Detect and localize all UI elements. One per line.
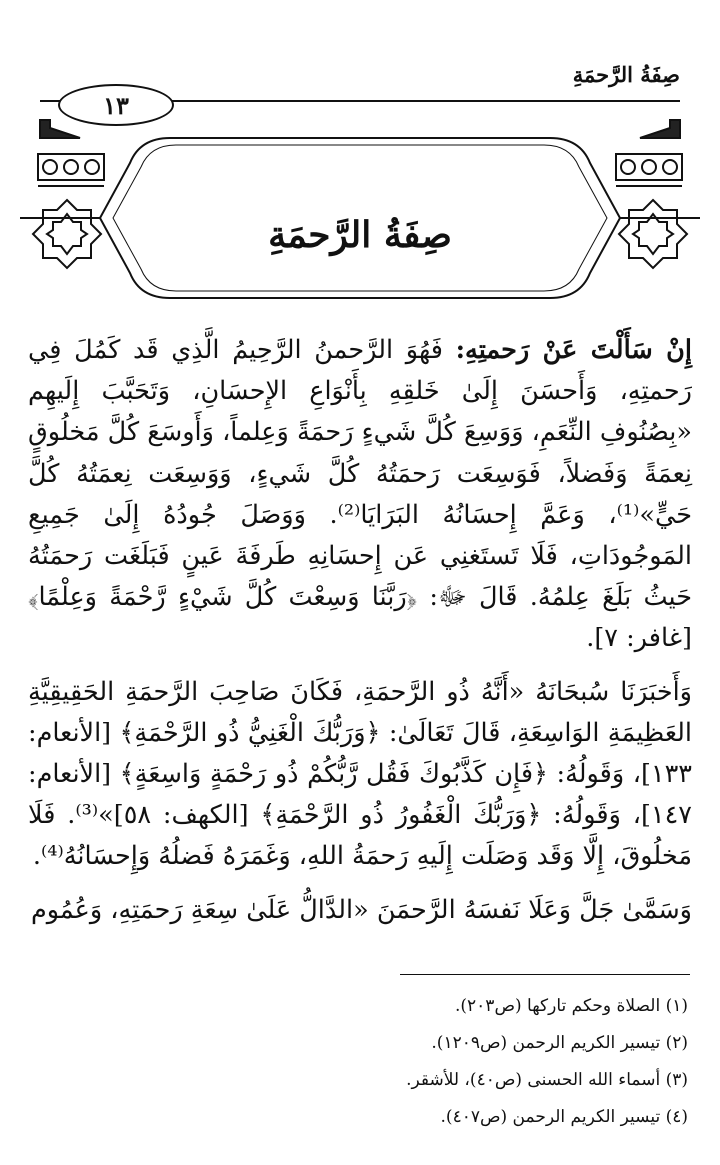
paragraph-lead: إِنْ سَأَلْتَ عَنْ رَحمتِهِ:	[455, 335, 692, 365]
footnote-rule	[400, 974, 690, 975]
paragraph	[28, 330, 692, 660]
paragraph-text: وَسَمَّىٰ جَلَّ وَعَلَا نَفسَهُ الرَّحمَنَ «الدَّالُّ عَلَىٰ سِعَةِ رَحمَتِهِ، وَعُمُوم	[30, 894, 692, 925]
page-number-text: ١٣	[103, 90, 129, 120]
paragraph-text: فَهُوَ الرَّحمنُ الرَّحِيمُ الَّذِي قَد كَمُلَ فِي رَحمتِهِ، وَأَحسَنَ إِلَىٰ خَلقِهِ بِأَنْوَاعِ الإِحسَانِ، وَتَحَبَّبَ إِلَيهِم «بِصُنُوفِ النِّعَمِ، وَوَسِعَ كُلَّ شَيءٍ رَحمَةً وَعِلماً، وَأَوسَعَ كُلَّ مَخلُوقٍ نِعمَةً وَفَضلاً، فَوَسِعَت رَحمَتُهُ كُلَّ شَيءٍ، وَوَسِعَت نِعمَتُهُ كُلَّ حَيٍّ»⁽¹⁾، وَعَمَّ إِحسَانُهُ البَرَايَا⁽²⁾. وَوَصَلَ جُودُهُ إِلَىٰ جَمِيعِ المَوجُودَاتِ، فَلَا تَستَغنِي عَن إِحسَانِهِ طَرفَةَ عَينٍ فَبَلَغَت رَحمَتُهُ حَيثُ بَلَغَ عِلمُهُ. قَالَ ﷻ: ﴿رَبَّنَا وَسِعْتَ كُلَّ شَيْءٍ رَّحْمَةً وَعِلْمًا﴾ [غافر: ٧].	[28, 335, 693, 654]
footnote: (١) الصلاة وحكم تاركها (ص٢٠٣).	[454, 996, 688, 1016]
paragraph-text: وَأَخبَرَنَا سُبحَانَهُ «أَنَّهُ ذُو الرَّحمَةِ، فَكَانَ صَاحِبَ الرَّحمَةِ الحَقِيقِيَّةِ العَظِيمَةِ الوَاسِعَةِ، قَالَ تَعَالَىٰ: ﴿وَرَبُّكَ الْغَنِيُّ ذُو الرَّحْمَةِ﴾ [الأنعام: ١٣٣]، وَقَولُهُ: ﴿فَإِن كَذَّبُوكَ فَقُل رَّبُّكُمْ ذُو رَحْمَةٍ وَاسِعَةٍ﴾ [الأنعام: ١٤٧]، وَقَولُهُ: ﴿وَرَبُّكَ الْغَفُورُ ذُو الرَّحْمَةِ﴾ [الكهف: ٥٨]»⁽³⁾. فَلَا مَخلُوقَ، إِلَّا وَقَد وَصَلَت إِلَيهِ رَحمَةُ اللهِ، وَغَمَرَهُ فَضلُهُ وَإِحسَانُهُ⁽⁴⁾.	[28, 676, 692, 872]
footnote: (٤) تيسير الكريم الرحمن (ص٤٠٧).	[440, 1107, 688, 1127]
paragraph	[28, 672, 692, 878]
running-head: صِفَةُ الرَّحمَةِ	[572, 62, 680, 87]
paragraph	[28, 890, 692, 931]
footnote: (٣) أسماء الله الحسنى (ص٤٠)، للأشقر.	[406, 1070, 688, 1090]
chapter-title: صِفَةُ الرَّحمَةِ	[268, 214, 452, 256]
footnotes	[406, 988, 688, 1136]
footnote: (٢) تيسير الكريم الرحمن (ص١٢٠٩).	[431, 1033, 688, 1053]
main-text	[28, 330, 692, 943]
